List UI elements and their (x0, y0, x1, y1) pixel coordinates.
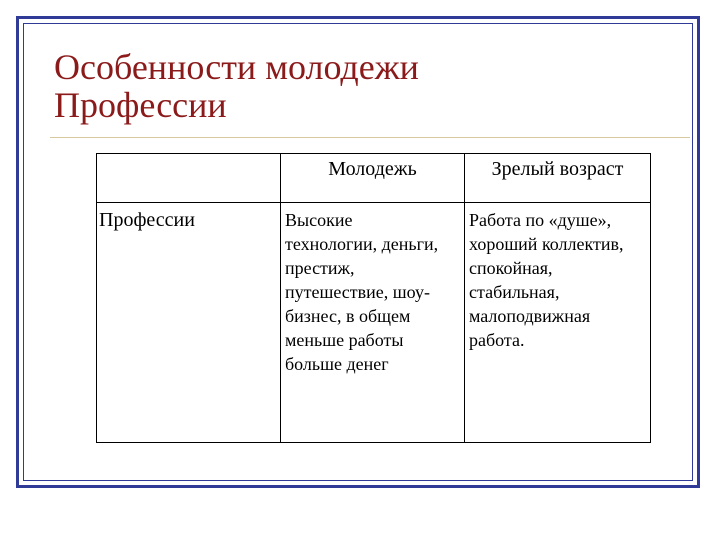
row-label-professions: Профессии (97, 203, 281, 443)
title-line-2: Профессии (54, 85, 227, 125)
cell-youth-professions: Высокие технологии, деньги, престиж, путешествие, шоу- бизнес, в общем меньше работы больше денег (281, 203, 465, 443)
table-row (97, 203, 651, 443)
table-header-row (97, 154, 651, 203)
slide-title (54, 48, 419, 124)
slide-frame-inner (23, 23, 693, 481)
header-empty-cell (97, 154, 281, 203)
comparison-table (96, 153, 651, 443)
header-mature-age: Зрелый возраст (465, 154, 651, 203)
slide-frame-outer (16, 16, 700, 488)
header-youth: Молодежь (281, 154, 465, 203)
title-line-1: Особенности молодежи (54, 47, 419, 87)
cell-adult-professions: Работа по «душе», хороший коллектив, спокойная, стабильная, малоподвижная работа. (465, 203, 651, 443)
title-divider (50, 137, 690, 138)
